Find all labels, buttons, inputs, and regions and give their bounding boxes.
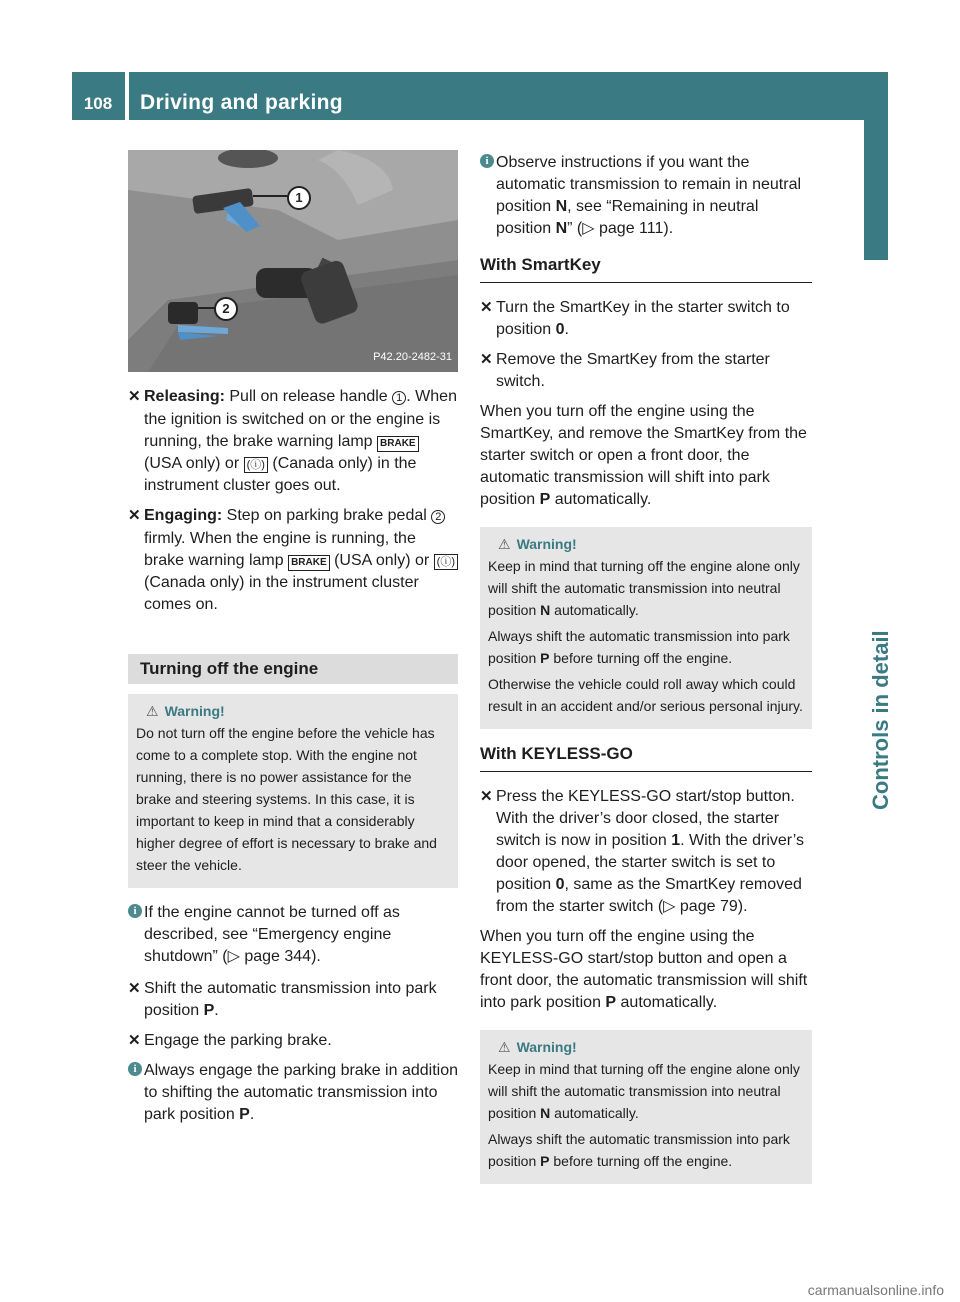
- step-marker-icon: ✕: [480, 351, 493, 368]
- step-press-keyless: ✕ Press the KEYLESS-GO start/stop button. With the driver’s door closed, the starter switch is now in position 1. With the driver’s door opened, the starter switch is set to position 0, same as the SmartKey removed from the starter switch (▷ page 79).: [480, 788, 804, 915]
- footer-watermark: carmanualsonline.info: [807, 1282, 944, 1298]
- subheading-smartkey: With SmartKey: [480, 254, 812, 283]
- warning-box: ⚠ Warning! Do not turn off the engine before the vehicle has come to a complete stop. With the engine not running, there is no power assistance for the brake and steering systems. In this case, it is important to keep in mind that a considerably higher degree of effort is necessary to brake and steer the vehicle.: [128, 694, 458, 888]
- figure-code: P42.20-2482-31: [373, 351, 452, 363]
- warning-triangle-icon: ⚠: [498, 536, 511, 552]
- warning-box: ⚠ Warning! Keep in mind that turning off the engine alone only will shift the automatic transmission into neutral position N automatically. Always shift the automatic transmission into park position P before turning off the engine.: [480, 1030, 812, 1184]
- warning-box: ⚠ Warning! Keep in mind that turning off the engine alone only will shift the automatic transmission into neutral position N automatically. Always shift the automatic transmission into park position P before turning off the engine. Otherwise the vehicle could roll away which could result in an accident and/or serious personal injury.: [480, 527, 812, 729]
- page-title: Driving and parking: [140, 91, 343, 114]
- callout-2: 2: [214, 297, 238, 321]
- step-shift-park: ✕ Shift the automatic transmission into park position P.: [128, 980, 437, 1019]
- info-note: i Always engage the parking brake in addition to shifting the automatic transmission into park position P.: [128, 1060, 458, 1126]
- canada-brake-lamp-icon: (ⓘ): [244, 457, 268, 473]
- step-engaging: ✕ Engaging: Step on parking brake pedal 2 firmly. When the engine is running, the brake warning lamp BRAKE (USA only) or (ⓘ) (Canada only) in the instrument cluster comes on.: [128, 505, 458, 616]
- step-releasing: ✕ Releasing: Pull on release handle 1 . When the ignition is switched on or the engine is running, the brake warning lamp BRAKE (USA only) or (ⓘ) (Canada only) in the instrument cluster goes out.: [128, 388, 457, 494]
- step-turn-smartkey: ✕ Turn the SmartKey in the starter switch to position 0.: [480, 299, 790, 338]
- right-column: [480, 152, 812, 1198]
- callout-1: 1: [287, 186, 311, 210]
- parking-brake-figure: [128, 150, 458, 372]
- step-marker-icon: ✕: [480, 299, 493, 316]
- canada-brake-lamp-icon: (ⓘ): [434, 554, 458, 570]
- step-remove-smartkey: ✕ Remove the SmartKey from the starter switch.: [480, 351, 770, 390]
- brake-lamp-icon: BRAKE: [377, 436, 419, 452]
- info-note: i Observe instructions if you want the automatic transmission to remain in neutral position N, see “Remaining in neutral position N” (▷ page 111).: [480, 152, 812, 240]
- info-note: i If the engine cannot be turned off as described, see “Emergency engine shutdown” (▷ page 344).: [128, 902, 458, 968]
- step-marker-icon: ✕: [128, 1032, 141, 1049]
- left-column: [128, 150, 458, 1136]
- header-divider: [125, 72, 129, 120]
- paragraph: When you turn off the engine using the KEYLESS-GO start/stop button and open a front door, the automatic transmission will shift into park position P automatically.: [480, 928, 808, 1011]
- step-marker-icon: ✕: [128, 980, 141, 997]
- ref-2: 2: [431, 510, 445, 524]
- step-engage-brake: ✕ Engage the parking brake.: [128, 1030, 458, 1052]
- warning-triangle-icon: ⚠: [146, 703, 159, 719]
- side-tab-label: Controls in detail: [868, 630, 893, 810]
- info-icon: i: [128, 1062, 142, 1076]
- step-marker-icon: ✕: [128, 507, 141, 524]
- parking-brake-illustration: [128, 150, 458, 372]
- info-icon: i: [128, 904, 142, 918]
- ref-1: 1: [392, 391, 406, 405]
- brake-lamp-icon: BRAKE: [288, 555, 330, 571]
- step-marker-icon: ✕: [480, 788, 493, 805]
- subheading-keyless-go: With KEYLESS-GO: [480, 743, 812, 772]
- side-tab-block: [864, 120, 888, 260]
- warning-triangle-icon: ⚠: [498, 1039, 511, 1055]
- paragraph: When you turn off the engine using the SmartKey, and remove the SmartKey from the starter switch or open a front door, the automatic transmission will shift into park position P automatically.: [480, 403, 807, 508]
- page-number: 108: [83, 94, 113, 113]
- step-marker-icon: ✕: [128, 388, 141, 405]
- info-icon: i: [480, 154, 494, 168]
- section-heading: Turning off the engine: [128, 654, 458, 684]
